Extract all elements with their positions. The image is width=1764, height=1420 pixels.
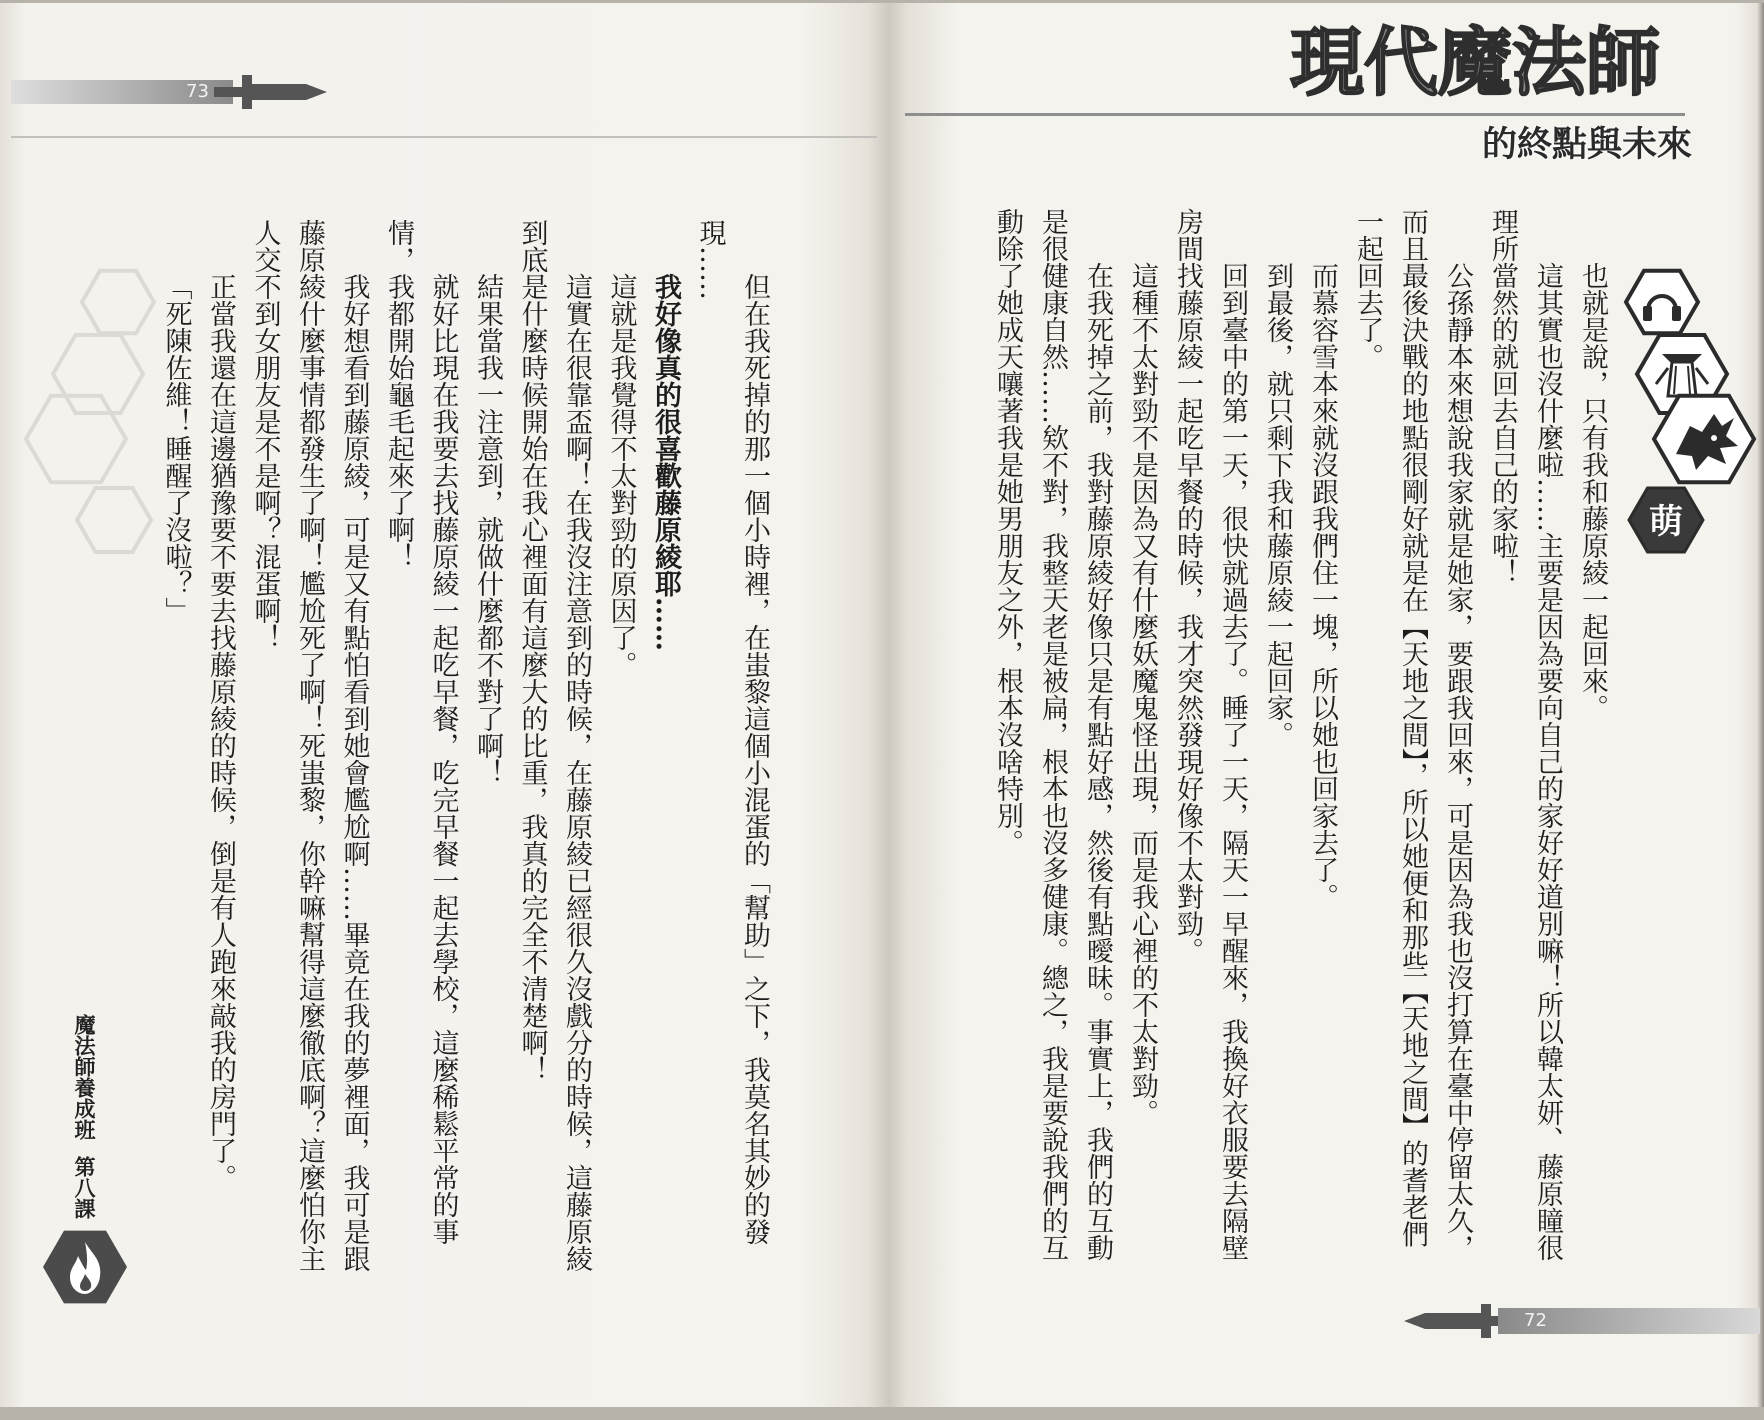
text-column: 這實在很靠盃啊！在我沒注意到的時候，在藤原綾已經很久沒戲分的時候，這藤原綾 — [561, 273, 592, 1272]
text-column: 這種不太對勁不是因為又有什麼妖魔鬼怪出現，而是我心裡的不太對勁。 — [1127, 262, 1158, 1126]
text-column: 這其實也沒什麼啦……主要是因為要向自己的家好好道別嘛！所以韓太妍、藤原瞳很 — [1532, 262, 1563, 1261]
book-subtitle: 的終點與未來 — [1482, 125, 1693, 165]
header-rule — [905, 113, 1685, 116]
text-column: 也就是說，只有我和藤原綾一起回來。 — [1577, 262, 1608, 721]
moe-badge-icon — [1629, 488, 1703, 552]
sword-icon — [214, 70, 329, 114]
bleed-through-hex-outline — [20, 250, 170, 570]
text-column: 回到臺中的第一天，很快就過去了。睡了一天，隔天一早醒來，我換好衣服要去隔壁 — [1217, 262, 1248, 1261]
text-column: 情，我都開始龜毛起來了啊！ — [383, 219, 414, 570]
left-page-text — [153, 219, 776, 1272]
text-column: 「死陳佐維！睡醒了沒啦？」 — [160, 273, 192, 624]
header-rule — [11, 136, 877, 138]
page-number: 73 — [186, 81, 209, 102]
text-column: 到底是什麼時候開始在我心裡面有這麼大的比重，我真的完全不清楚啊！ — [516, 219, 548, 1083]
text-column: 理所當然的就回去自己的家啦！ — [1487, 208, 1518, 586]
text-column: 一起回去了。 — [1352, 208, 1383, 370]
right-page-text — [985, 208, 1615, 1261]
text-column: 在我死掉之前，我對藤原綾好像只是有點好感，然後有點曖昧。事實上，我們的互動 — [1082, 262, 1113, 1261]
book-title: 現代魔法師 — [1290, 20, 1660, 106]
text-column: 人交不到女朋友是不是啊？混蛋啊！ — [249, 219, 281, 651]
text-column: 而慕容雪本來就沒跟我們住一塊，所以她也回家去了。 — [1307, 262, 1338, 910]
text-column-emphasis: 我好像真的很喜歡藤原綾耶…… — [650, 273, 681, 651]
flame-icon — [40, 1222, 130, 1312]
series-title: 魔法師養成班 — [72, 1014, 96, 1140]
text-column: 而且最後決戰的地點很剛好就是在【天地之間】，所以她便和那些【天地之間】的耆老們 — [1397, 208, 1428, 1248]
headphones-icon — [1626, 271, 1698, 333]
hex-icon-cluster — [1610, 250, 1760, 570]
text-column: 是很健康自然……欸不對，我整天老是被扁，根本也沒多健康。總之，我是要說我們的互 — [1037, 208, 1068, 1261]
text-column: 公孫靜本來想說我家就是她家，要跟我回來，可是因為我也沒打算在臺中停留太久， — [1442, 262, 1473, 1261]
text-column: 但在我死掉的那一個小時裡，在蚩黎這個小混蛋的「幫助」之下，我莫名其妙的發 — [739, 273, 770, 1245]
text-column: 正當我還在這邊猶豫要不要去找藤原綾的時候，倒是有人跑來敲我的房門了。 — [205, 273, 236, 1191]
badge-text: 萌 — [1649, 502, 1683, 542]
text-column: 動除了她成天嚷著我是她男朋友之外，根本沒啥特別。 — [992, 208, 1023, 856]
page-number: 72 — [1524, 1310, 1547, 1331]
text-column: 房間找藤原綾一起吃早餐的時候，我才突然發現好像不太對勁。 — [1172, 208, 1203, 964]
text-column: 我好想看到藤原綾，可是又有點怕看到她會尷尬啊……畢竟在我的夢裡面，我可是跟 — [338, 273, 370, 1272]
text-column: 到最後，就只剩下我和藤原綾一起回家。 — [1262, 262, 1293, 748]
text-column: 藤原綾什麼事情都發生了啊！尷尬死了啊！死蚩黎，你幹嘛幫得這麼徹底啊？這麼怕你主 — [294, 219, 325, 1272]
text-column: 這就是我覺得不太對勁的原因了。 — [605, 273, 637, 678]
text-column: 結果當我一注意到，就做什麼都不對了啊！ — [472, 273, 503, 786]
lesson-label: 第八課 — [72, 1156, 96, 1219]
text-column: 就好比現在我要去找藤原綾一起吃早餐，吃完早餐一起去學校，這麼稀鬆平常的事 — [427, 273, 459, 1245]
text-column: 現…… — [694, 219, 726, 300]
